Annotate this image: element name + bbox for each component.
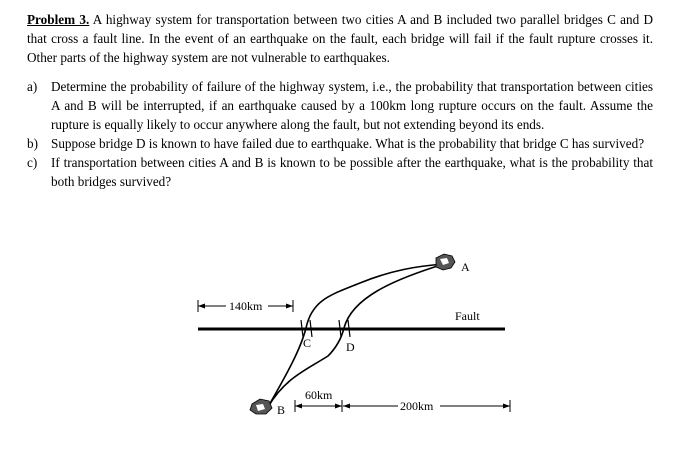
part-a-text: Determine the probability of failure of the highway system, i.e., the probability that transportation between cities A and B will be interrupted, if an earthquake caused by a 100km long rupture occurs on the fault. Assume the rupture is equally likely to occur anywhere along the fault, but not extending beyond its ends. xyxy=(51,79,653,132)
bridge-c-label: C xyxy=(303,336,312,350)
part-b-text: Suppose bridge D is known to have failed due to earthquake. What is the probability that bridge C has survived? xyxy=(51,136,645,151)
part-c-text: If transportation between cities A and B is known to be possible after the earthquake, what is the probability that both bridges survived? xyxy=(51,155,653,189)
highway-route-c xyxy=(268,264,444,407)
part-a-letter: a) xyxy=(27,79,38,94)
fault-label: Fault xyxy=(455,309,480,323)
city-b-icon xyxy=(250,399,272,414)
part-c-letter: c) xyxy=(27,155,38,170)
highway-route-d xyxy=(268,264,444,407)
dim-60km-label: 60km xyxy=(305,388,333,402)
city-a-icon xyxy=(436,254,455,270)
dim-200km-label: 200km xyxy=(400,399,434,413)
dim-140km-label: 140km xyxy=(229,299,263,313)
bridge-d-label: D xyxy=(346,340,355,354)
problem-intro-text: A highway system for transportation between two cities A and B included two parallel bridges C and D that cross a fault line. In the event of an earthquake on the fault, each bridge will fail if the fault rupture crosses it. Other parts of the highway system are not vulnerable to earthquakes. xyxy=(27,12,653,65)
problem-heading: Problem 3. xyxy=(27,12,90,27)
city-a-label: A xyxy=(461,260,470,274)
part-b-letter: b) xyxy=(27,136,38,151)
city-b-label: B xyxy=(277,403,286,417)
